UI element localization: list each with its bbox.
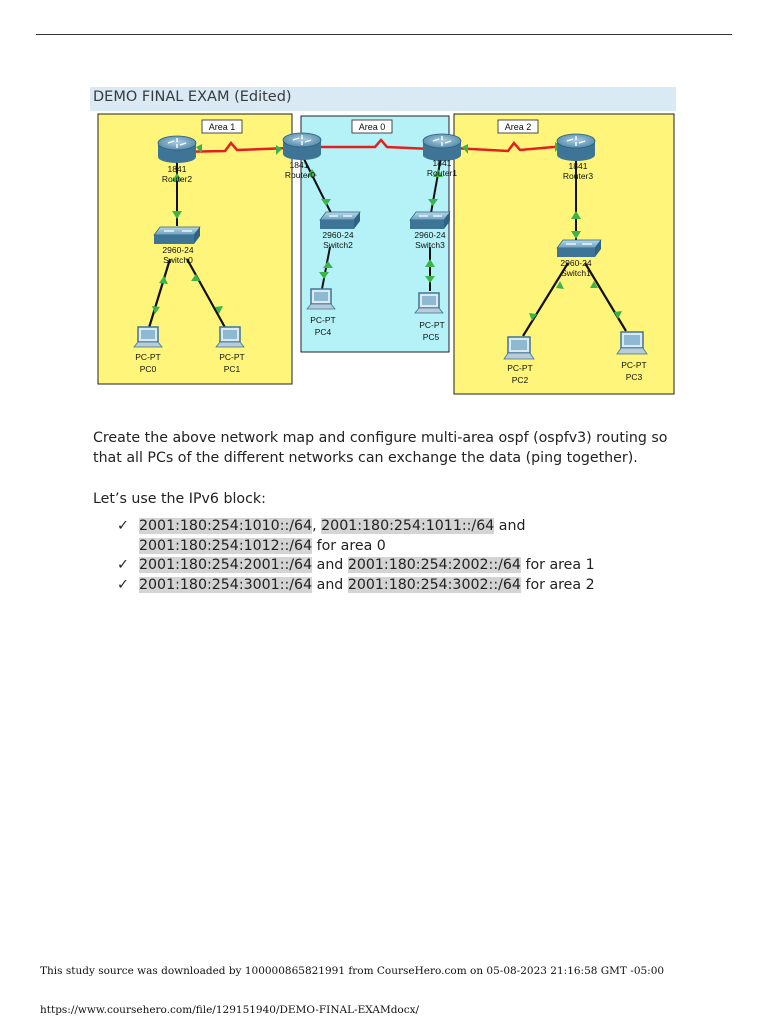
switch2-name: Switch2 bbox=[323, 240, 353, 250]
download-notice: This study source was downloaded by 100000865821991 from CourseHero.com on 05-08-2023 21:16:58 GMT -05:00 bbox=[40, 965, 665, 977]
switch1-name: Switch1 bbox=[561, 268, 591, 278]
pc0-name: PC0 bbox=[139, 364, 157, 374]
area-2-label: Area 2 bbox=[504, 122, 532, 132]
router0-name: Router0 bbox=[284, 170, 316, 180]
document-title-bar bbox=[90, 87, 676, 111]
router2-name: Router2 bbox=[161, 174, 193, 184]
ipv6-prefix: 2001:180:254:3002::/64 bbox=[347, 576, 521, 593]
pc1-type: PC-PT bbox=[219, 352, 245, 362]
router1-icon[interactable] bbox=[423, 134, 461, 161]
router3-icon[interactable] bbox=[557, 134, 595, 161]
network-topology-diagram bbox=[90, 111, 676, 397]
switch1-icon[interactable] bbox=[557, 240, 601, 257]
switch2-icon[interactable] bbox=[320, 212, 360, 229]
pc0-icon[interactable] bbox=[134, 327, 162, 347]
switch0-model: 2960-24 bbox=[162, 245, 194, 255]
pc3-icon[interactable] bbox=[617, 332, 647, 354]
switch0-icon[interactable] bbox=[154, 227, 200, 244]
ipv6-prefix: 2001:180:254:1012::/64 bbox=[139, 537, 313, 554]
pc5-type: PC-PT bbox=[419, 320, 445, 330]
area-0-label: Area 0 bbox=[358, 122, 386, 132]
document-title: DEMO FINAL EXAM (Edited) bbox=[93, 89, 292, 105]
list-item-area-1 bbox=[117, 556, 697, 576]
connector-text: for area 1 bbox=[520, 557, 595, 573]
router1-model: 1841 bbox=[432, 158, 452, 168]
pc5-name: PC5 bbox=[422, 332, 440, 342]
checkmark-icon: ✓ bbox=[117, 576, 129, 593]
pc4-type: PC-PT bbox=[310, 315, 336, 325]
checkmark-icon: ✓ bbox=[117, 518, 129, 534]
pc3-name: PC3 bbox=[625, 372, 643, 382]
connector-text: and bbox=[494, 518, 526, 534]
connector-text: for area 2 bbox=[520, 576, 595, 593]
top-rule bbox=[36, 34, 732, 35]
checkmark-icon: ✓ bbox=[117, 557, 129, 573]
pc1-name: PC1 bbox=[223, 364, 241, 374]
switch3-name: Switch3 bbox=[415, 240, 445, 250]
router3-name: Router3 bbox=[562, 171, 594, 181]
area-1-label: Area 1 bbox=[208, 122, 236, 132]
pc2-icon[interactable] bbox=[504, 337, 534, 359]
connector-text: , bbox=[312, 518, 322, 534]
ipv6-prefix-list bbox=[117, 517, 697, 595]
switch3-model: 2960-24 bbox=[414, 230, 446, 240]
pc1-icon[interactable] bbox=[216, 327, 244, 347]
pc2-type: PC-PT bbox=[507, 363, 533, 373]
connector-text: and bbox=[312, 576, 348, 593]
pc5-icon[interactable] bbox=[415, 293, 443, 313]
pc4-icon[interactable] bbox=[307, 289, 335, 309]
router3-model: 1841 bbox=[568, 161, 588, 171]
ipv6-prefix: 2001:180:254:1011::/64 bbox=[321, 518, 495, 534]
list-item-area-0-continued bbox=[117, 537, 697, 557]
router2-icon[interactable] bbox=[158, 136, 196, 163]
pc0-type: PC-PT bbox=[135, 352, 161, 362]
router0-icon[interactable] bbox=[283, 133, 321, 160]
connector-text: for area 0 bbox=[312, 537, 386, 554]
ipv6-prefix: 2001:180:254:2001::/64 bbox=[139, 557, 313, 573]
ipv6-prefix: 2001:180:254:3001::/64 bbox=[139, 576, 313, 593]
ipv6-prefix: 2001:180:254:1010::/64 bbox=[139, 518, 313, 534]
switch3-icon[interactable] bbox=[410, 212, 450, 229]
switch0-name: Switch0 bbox=[163, 255, 193, 265]
connector-text: and bbox=[312, 557, 348, 573]
router1-name: Router1 bbox=[426, 168, 458, 178]
instructions-paragraph: Create the above network map and configure multi-area ospf (ospfv3) routing so that all PCs of the different networks can exchange the data (ping together). bbox=[93, 430, 668, 466]
ipv6-prefix: 2001:180:254:2002::/64 bbox=[347, 557, 521, 573]
switch2-model: 2960-24 bbox=[322, 230, 354, 240]
pc2-name: PC2 bbox=[511, 375, 529, 385]
ipv6-block-intro: Let’s use the IPv6 block: bbox=[93, 491, 266, 507]
list-item-area-2 bbox=[117, 576, 697, 596]
source-url[interactable]: https://www.coursehero.com/file/129151940/DEMO-FINAL-EXAMdocx/ bbox=[40, 1004, 420, 1016]
router2-model: 1841 bbox=[167, 164, 187, 174]
pc4-name: PC4 bbox=[314, 327, 332, 337]
switch1-model: 2960-24 bbox=[560, 258, 592, 268]
router0-model: 1841 bbox=[289, 160, 309, 170]
pc3-type: PC-PT bbox=[621, 360, 647, 370]
list-item-area-0 bbox=[117, 517, 697, 537]
